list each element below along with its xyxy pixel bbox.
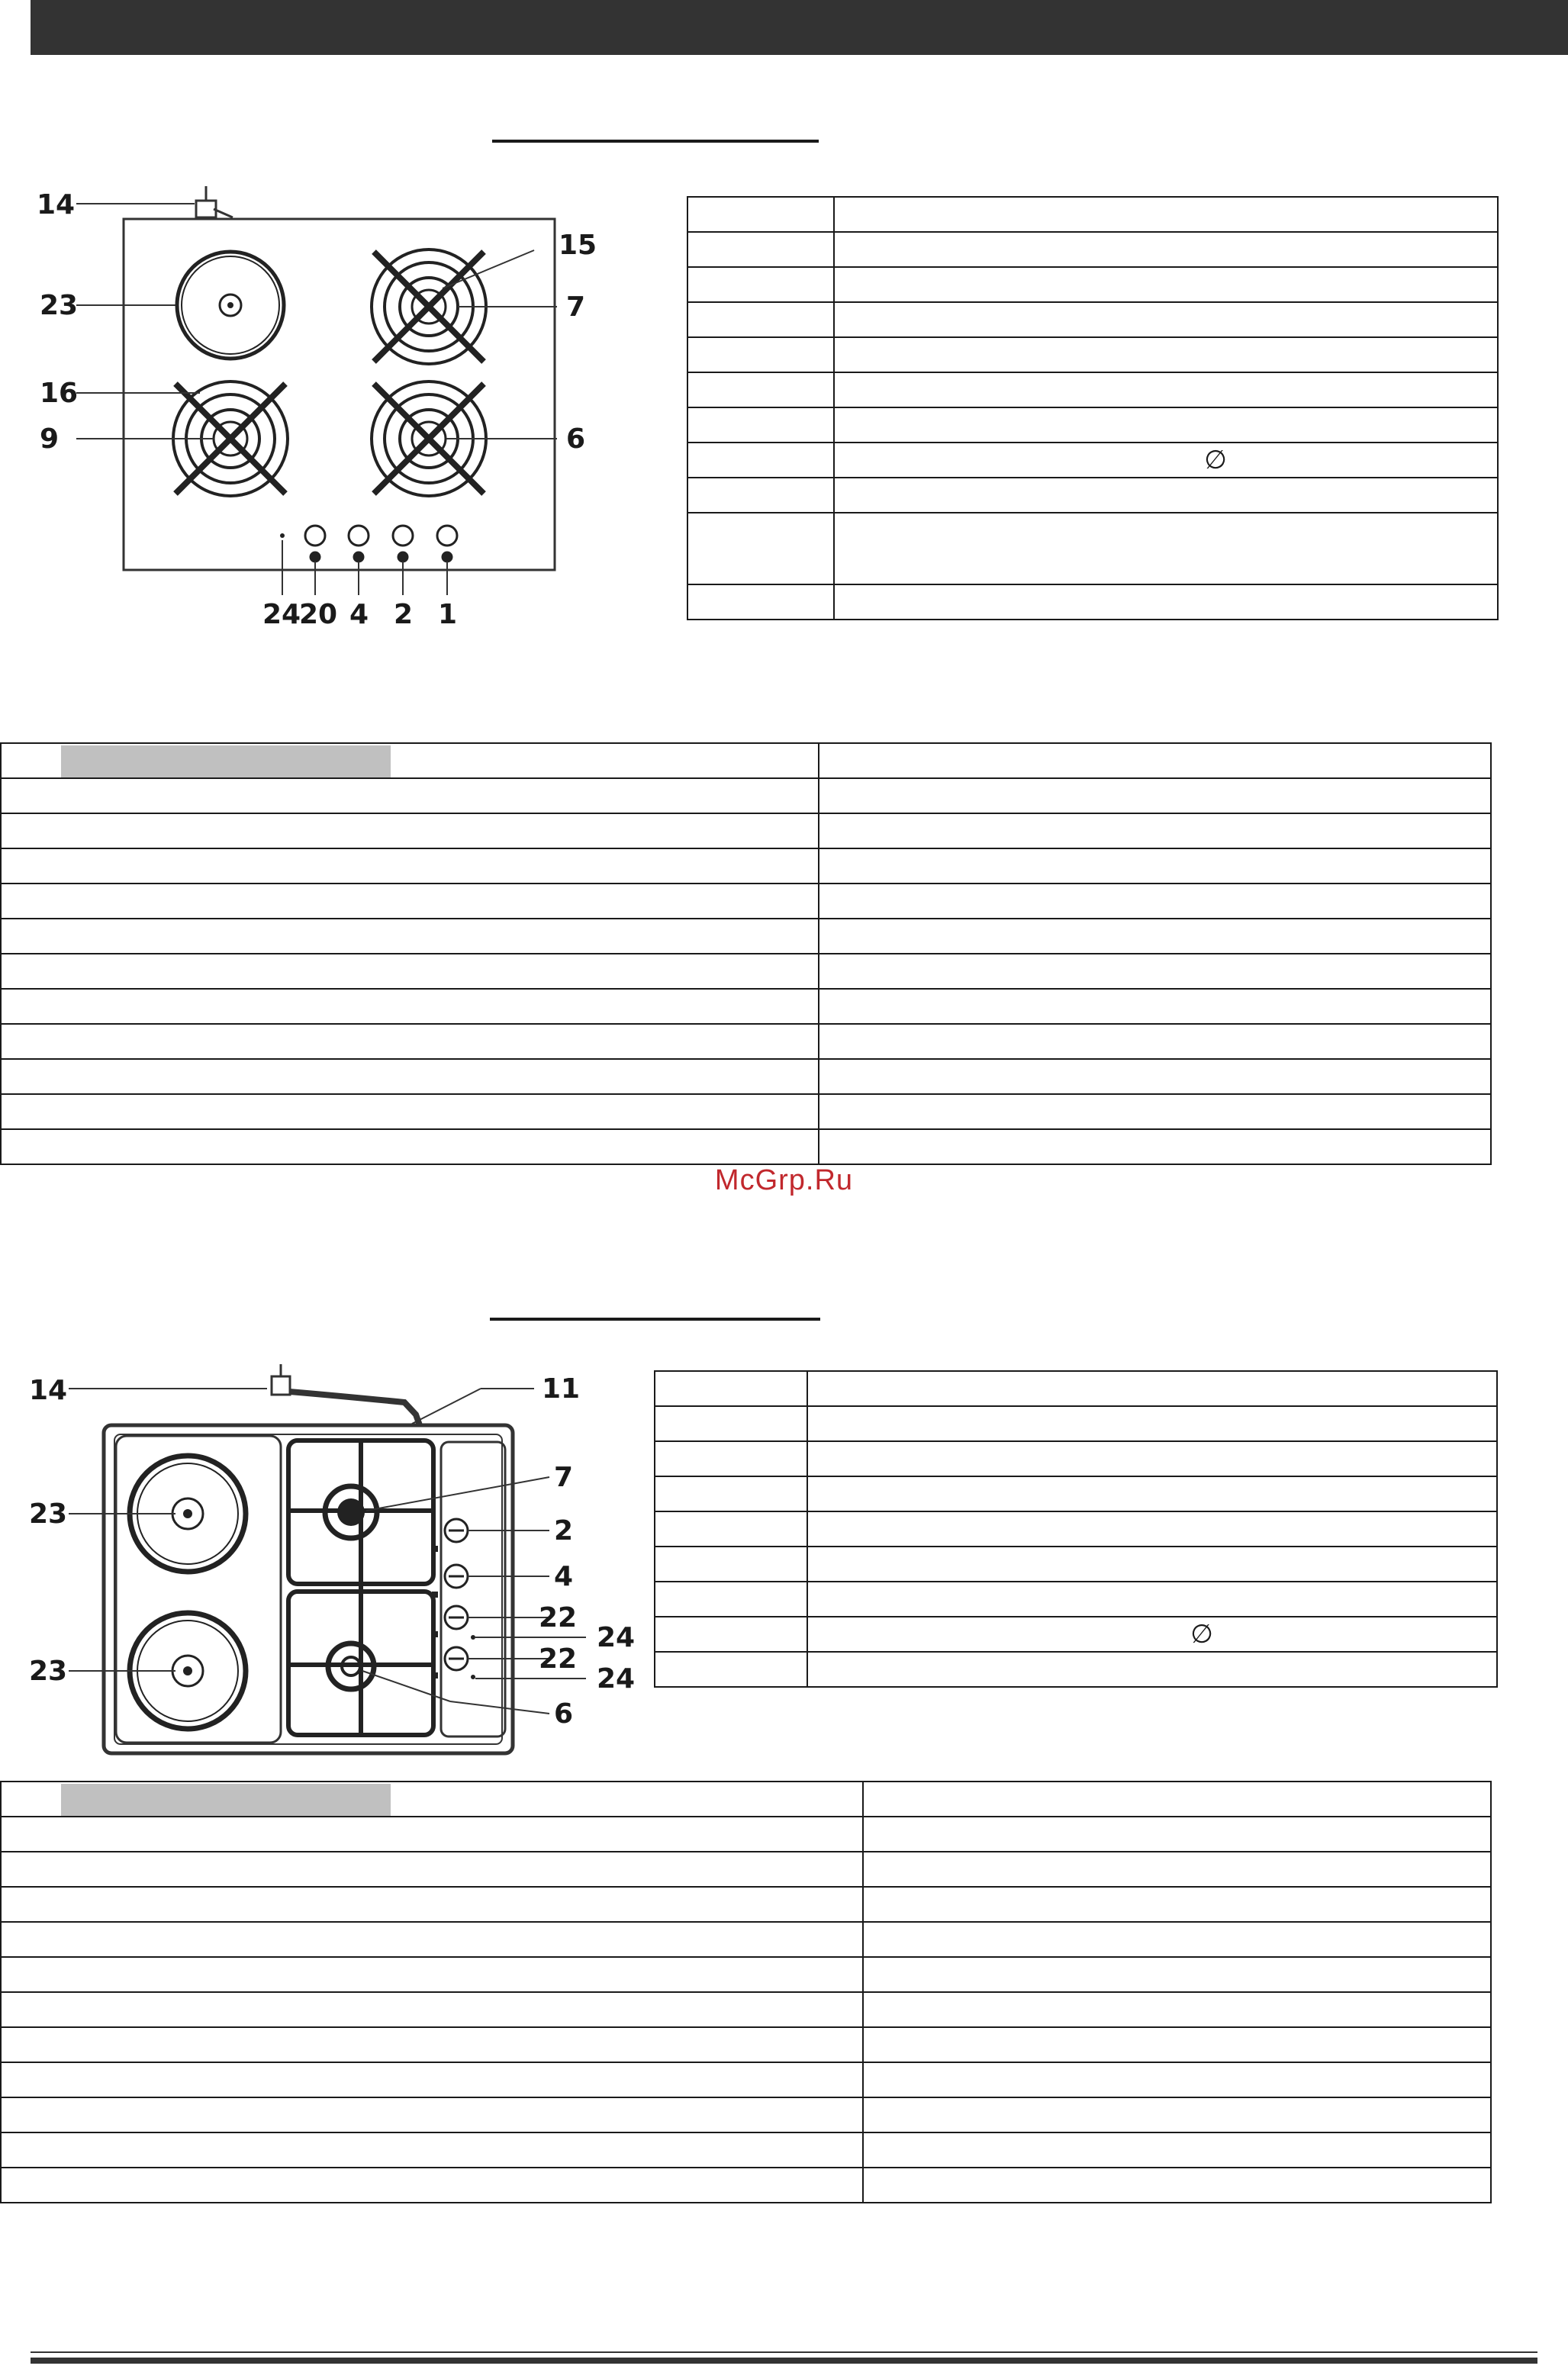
callout-22: 22	[539, 1602, 578, 1634]
section1-title-underline	[492, 140, 819, 143]
section2-title-underline	[490, 1318, 820, 1321]
table-row	[655, 1406, 1497, 1441]
table-row	[687, 337, 1498, 372]
callout-2: 2	[554, 1515, 574, 1547]
watermark: McGrp.Ru	[714, 1164, 854, 1196]
table-row	[1, 919, 1491, 954]
table-row	[1, 1957, 1491, 1992]
table-row	[655, 1547, 1497, 1582]
table-row	[1, 1992, 1491, 2027]
callout-6: 6	[554, 1698, 574, 1730]
table-row	[1, 1129, 1491, 1164]
callout-16: 16	[40, 378, 79, 409]
table-row	[655, 1652, 1497, 1687]
callout-11: 11	[542, 1373, 581, 1405]
table-row	[1, 2132, 1491, 2168]
table-row	[687, 513, 1498, 584]
header-bar	[31, 0, 1568, 55]
table-row	[655, 1582, 1497, 1617]
control-knob-icon	[305, 526, 457, 562]
section1-legend-table	[687, 196, 1499, 620]
callout-15: 15	[559, 230, 597, 261]
footer-rule	[31, 2351, 1537, 2353]
shaded-header-cell	[61, 745, 391, 777]
callout-7: 7	[554, 1462, 574, 1493]
callout-24: 24	[262, 599, 301, 630]
callout-14: 14	[29, 1375, 68, 1406]
callout-22: 22	[539, 1643, 578, 1675]
table-row	[687, 584, 1498, 620]
callout-4: 4	[554, 1561, 574, 1592]
callout-1: 1	[438, 599, 458, 630]
table-row	[655, 1617, 1497, 1652]
power-plug-icon	[272, 1364, 290, 1395]
table-row	[1, 2168, 1491, 2203]
table-row	[1, 743, 1491, 778]
table-row	[1, 778, 1491, 813]
table-row	[687, 407, 1498, 443]
electric-hotplate-icon	[177, 252, 284, 359]
table-row	[1, 1887, 1491, 1922]
callout-23: 23	[29, 1498, 68, 1530]
table-row	[1, 1852, 1491, 1887]
table-row	[1, 1024, 1491, 1059]
diameter-symbol: ∅	[1190, 1619, 1213, 1650]
table-row	[687, 478, 1498, 513]
table-row	[1, 1817, 1491, 1852]
section2-hob-diagram	[23, 1358, 664, 1785]
table-row	[655, 1476, 1497, 1511]
callout-6: 6	[566, 423, 586, 455]
table-row	[655, 1511, 1497, 1547]
callout-24: 24	[597, 1663, 636, 1695]
section2-spec-table	[0, 1781, 1492, 2203]
table-row	[1, 2062, 1491, 2097]
callout-2: 2	[394, 599, 414, 630]
table-row	[1, 1094, 1491, 1129]
footer-bar	[31, 2358, 1537, 2364]
table-row	[1, 813, 1491, 848]
callout-4: 4	[349, 599, 369, 630]
shaded-header-cell	[61, 1784, 391, 1816]
table-row	[1, 884, 1491, 919]
table-row	[687, 267, 1498, 302]
table-row	[687, 302, 1498, 337]
table-row	[1, 2027, 1491, 2062]
table-row	[655, 1441, 1497, 1476]
table-row	[1, 1059, 1491, 1094]
table-row	[1, 848, 1491, 884]
table-row	[655, 1371, 1497, 1406]
power-plug-icon	[196, 186, 233, 217]
callout-24: 24	[597, 1622, 636, 1653]
callout-20: 20	[299, 599, 338, 630]
table-row	[687, 443, 1498, 478]
diameter-symbol: ∅	[1204, 445, 1227, 475]
callout-23: 23	[40, 290, 79, 321]
callout-23: 23	[29, 1656, 68, 1687]
table-row	[1, 954, 1491, 989]
callout-14: 14	[37, 189, 76, 220]
callout-9: 9	[40, 423, 60, 455]
table-row	[687, 232, 1498, 267]
section1-hob-diagram	[31, 175, 641, 649]
section1-spec-table	[0, 742, 1492, 1165]
table-row	[1, 2097, 1491, 2132]
control-knob-icon	[445, 1519, 468, 1670]
table-row	[687, 197, 1498, 232]
section2-legend-table	[654, 1370, 1498, 1688]
table-row	[1, 1782, 1491, 1817]
callout-7: 7	[566, 291, 586, 323]
table-row	[1, 989, 1491, 1024]
table-row	[1, 1922, 1491, 1957]
table-row	[687, 372, 1498, 407]
